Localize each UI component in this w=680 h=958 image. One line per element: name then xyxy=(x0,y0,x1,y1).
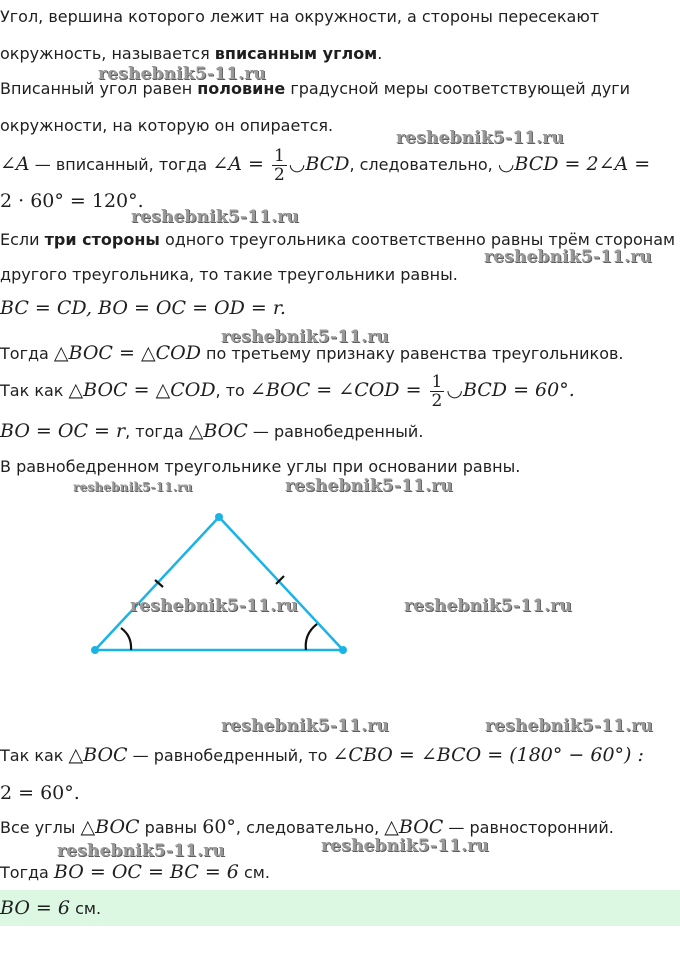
formula-bo-oc-r: BO = OC = r xyxy=(0,420,126,442)
formula-line-6: 2 · 60° = 120°. xyxy=(0,190,144,212)
formula-line-9: BC = CD, BO = OC = OD = r. xyxy=(0,297,286,319)
text-line-16-e: , следовательно, xyxy=(235,818,385,837)
text-line-16 xyxy=(0,816,614,839)
formula-arc-bcd: ◡BCD xyxy=(288,153,350,175)
watermark: reshebnik5-11.ru xyxy=(396,128,564,148)
text-line-3 xyxy=(0,78,630,100)
formula-arc-result: ◡BCD = 60°. xyxy=(446,379,575,401)
text-line-12-d: — равнобедренный. xyxy=(247,422,424,441)
watermark: reshebnik5-11.ru xyxy=(131,207,299,227)
answer-unit: см. xyxy=(69,899,102,918)
fraction-half-2 xyxy=(430,373,445,410)
formula-angle-a: ∠A xyxy=(0,153,30,175)
text-line-13: В равнобедренном треугольнике углы при основании равны. xyxy=(0,457,521,476)
text-line-12-b: , тогда xyxy=(125,422,189,441)
watermark: reshebnik5-11.ru xyxy=(321,836,489,856)
watermark: reshebnik5-11.ru xyxy=(130,596,298,616)
text-line-2-a: окружность, называется xyxy=(0,44,215,63)
answer-text xyxy=(0,897,101,920)
text-line-7-c: одного треугольника соответственно равны трём сторонам xyxy=(159,230,676,249)
text-line-5 xyxy=(0,146,650,184)
formula-triangle-boc-4: △BOC xyxy=(384,816,444,838)
text-line-11-c: , то xyxy=(215,381,250,400)
term-half: половине xyxy=(197,79,286,98)
triangle-sides xyxy=(95,517,343,650)
formula-triangle-boc-3: △BOC xyxy=(80,816,140,838)
watermark: reshebnik5-11.ru xyxy=(73,480,193,494)
formula-triangles-equal: △BOC = △COD xyxy=(53,342,201,364)
watermark: reshebnik5-11.ru xyxy=(57,841,225,861)
fraction-denominator: 2 xyxy=(273,165,285,185)
watermark: reshebnik5-11.ru xyxy=(485,716,653,736)
angle-arc-left xyxy=(121,628,131,650)
text-line-3-c: градусной меры соответствующей дуги xyxy=(285,79,631,98)
text-line-2 xyxy=(0,43,382,65)
text-line-10-c: по третьему признаку равенства треугольников. xyxy=(200,344,624,363)
angle-arc-right xyxy=(306,624,317,650)
formula-triangle-boc-2: △BOC xyxy=(68,744,128,766)
watermark: reshebnik5-11.ru xyxy=(285,476,453,496)
formula-triangles-equal-2: △BOC = △COD xyxy=(68,379,216,401)
formula-arc-bcd-eq: ◡BCD = 2∠A = xyxy=(497,153,651,175)
text-line-1: Угол, вершина которого лежит на окружности, а стороны пересекают xyxy=(0,7,600,26)
fraction-numerator-2: 1 xyxy=(431,372,443,392)
text-line-8: другого треугольника, то такие треугольники равны. xyxy=(0,265,458,284)
formula-sides-six: BO = OC = BC = 6 xyxy=(53,861,239,883)
text-line-10-a: Тогда xyxy=(0,344,54,363)
vertex-point-top xyxy=(215,513,223,521)
formula-triangle-boc: △BOC xyxy=(188,420,248,442)
text-line-2-c: . xyxy=(377,44,383,63)
formula-base-angles: ∠CBO = ∠BCO = (180° − 60°) : xyxy=(332,744,644,766)
formula-angle-a-eq: ∠A = xyxy=(212,153,270,175)
term-three-sides: три стороны xyxy=(44,230,160,249)
watermark: reshebnik5-11.ru xyxy=(404,596,572,616)
text-line-14-a: Так как xyxy=(0,746,69,765)
watermark: reshebnik5-11.ru xyxy=(98,64,266,84)
text-line-17-a: Тогда xyxy=(0,863,54,882)
text-line-17-c: см. xyxy=(238,863,270,882)
triangle-side-right xyxy=(219,517,343,650)
text-line-14-c: — равнобедренный, то xyxy=(127,746,333,765)
fraction-numerator: 1 xyxy=(273,146,285,166)
watermark: reshebnik5-11.ru xyxy=(484,247,652,267)
watermark: reshebnik5-11.ru xyxy=(221,327,389,347)
isosceles-triangle-diagram xyxy=(0,500,400,670)
text-line-17 xyxy=(0,861,270,884)
watermark: reshebnik5-11.ru xyxy=(221,716,389,736)
term-inscribed-angle: вписанным углом xyxy=(214,44,378,63)
text-line-11-a: Так как xyxy=(0,381,69,400)
text-line-3-a: Вписанный угол равен xyxy=(0,79,198,98)
formula-sixty: 60° xyxy=(202,816,236,838)
formula-line-15: 2 = 60°. xyxy=(0,782,80,804)
text-line-12 xyxy=(0,420,423,443)
text-line-7-a: Если xyxy=(0,230,45,249)
text-line-14 xyxy=(0,744,644,767)
text-line-16-c: равны xyxy=(139,818,203,837)
text-line-16-a: Все углы xyxy=(0,818,81,837)
text-line-5-b: — вписанный, тогда xyxy=(29,155,213,174)
text-line-11 xyxy=(0,372,575,410)
vertex-point-left xyxy=(91,646,99,654)
answer-formula: BO = 6 xyxy=(0,897,70,919)
formula-angles-equal: ∠BOC = ∠COD = xyxy=(249,379,428,401)
fraction-denominator-2: 2 xyxy=(431,391,443,411)
vertex-point-right xyxy=(339,646,347,654)
fraction-half xyxy=(272,147,287,184)
text-line-5-e: , следовательно, xyxy=(349,155,498,174)
answer-box xyxy=(0,890,680,926)
triangle-side-left xyxy=(95,517,219,650)
text-line-4: окружности, на которую он опирается. xyxy=(0,116,334,135)
text-line-16-g: — равносторонний. xyxy=(443,818,614,837)
